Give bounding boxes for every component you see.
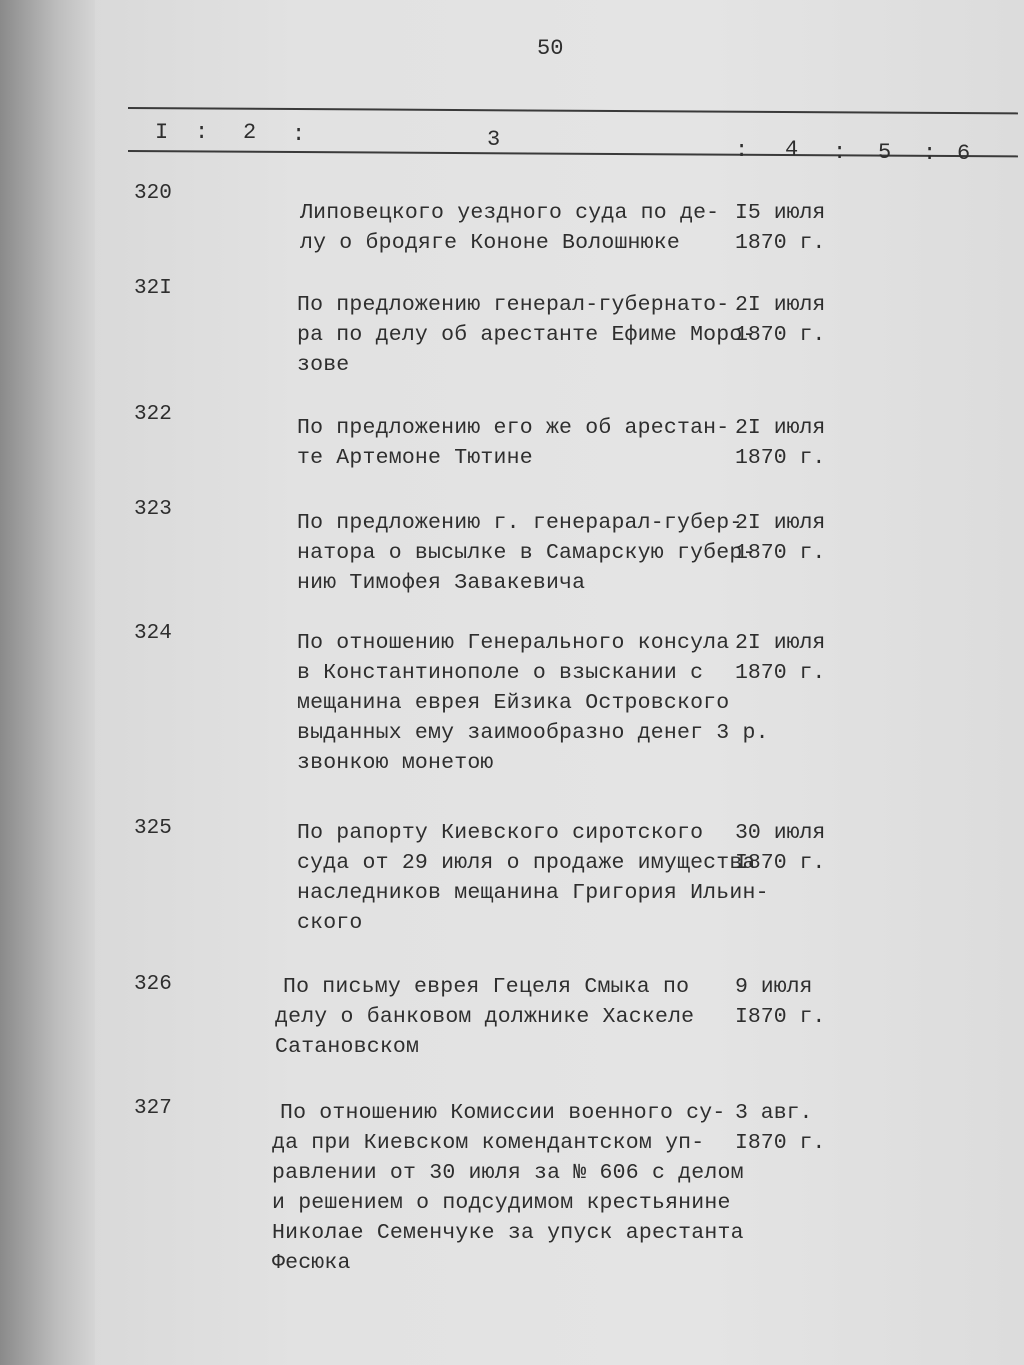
description-line: лу о бродяге Кононе Волошнюке (300, 231, 680, 255)
entry-number: 326 (134, 973, 172, 996)
entry-description (272, 1098, 744, 1278)
date-line: 1870 г. (735, 446, 826, 470)
entry-number: 325 (134, 817, 172, 840)
description-line: Сатановском (275, 1035, 420, 1059)
description-line: По предложению г. генерарал-губер- (297, 511, 743, 535)
previous-page-edge (0, 0, 95, 1365)
col-separator: : (833, 140, 847, 165)
date-line: I5 июля (735, 201, 826, 225)
entry-number: 320 (134, 182, 172, 205)
description-line: натора о высылке в Самарскую губер- (297, 541, 756, 565)
page-number: 50 (537, 36, 564, 61)
entry-description (297, 413, 729, 473)
col-2-label: 2 (243, 120, 257, 145)
entry-description (297, 818, 769, 938)
entry-number: 322 (134, 403, 172, 426)
date-line: 1870 г. (735, 541, 826, 565)
description-line: делу о банковом должнике Хаскеле (275, 1005, 695, 1029)
entry-description (297, 508, 756, 598)
entry-date (735, 818, 825, 878)
description-line: мещанина еврея Ейзика Островского (297, 691, 730, 715)
date-line: I870 г. (735, 1005, 826, 1029)
entry-date (735, 508, 825, 568)
col-1-label: I (155, 120, 169, 145)
header-top-rule (128, 107, 1018, 114)
date-line: 3 авг. (735, 1101, 813, 1125)
description-line: в Константинополе о взыскании с (297, 661, 704, 685)
description-line: По рапорту Киевского сиротского (297, 821, 704, 845)
date-line: I870 г. (735, 1131, 826, 1155)
description-line: По отношению Генерального консула (297, 631, 730, 655)
date-line: 30 июля (735, 821, 826, 845)
col-3-label: 3 (487, 127, 501, 152)
description-line: ского (297, 911, 363, 935)
date-line: 1870 г. (735, 661, 826, 685)
col-5-label: 5 (878, 140, 892, 165)
description-line: выданных ему заимообразно денег 3 р. (297, 721, 769, 745)
entry-description (297, 290, 756, 380)
description-line: зове (297, 353, 350, 377)
entry-date (735, 628, 825, 688)
description-line: Николае Семенчуке за упуск арестанта (272, 1221, 744, 1245)
entry-description (275, 972, 695, 1062)
description-line: По письму еврея Гецеля Смыка по (283, 975, 690, 999)
description-line: По предложению его же об арестан- (297, 416, 730, 440)
description-line: ра по делу об арестанте Ефиме Моро- (297, 323, 756, 347)
entry-number: 32I (134, 277, 172, 300)
date-line: 1870 г. (735, 323, 826, 347)
description-line: те Артемоне Тютине (297, 446, 533, 470)
col-4-label: 4 (785, 137, 799, 162)
entry-date (735, 413, 825, 473)
description-line: и решением о подсудимом крестьянине (272, 1191, 731, 1215)
col-separator: : (292, 122, 306, 147)
entry-number: 327 (134, 1097, 172, 1120)
entry-description (297, 628, 769, 778)
col-separator: : (735, 138, 749, 163)
col-separator: : (923, 141, 937, 166)
date-line: 2I июля (735, 631, 826, 655)
col-6-label: 6 (957, 141, 971, 166)
description-line: По отношению Комиссии военного су- (280, 1101, 726, 1125)
description-line: По предложению генерал-губернато- (297, 293, 730, 317)
description-line: равлении от 30 июля за № 606 с делом (272, 1161, 744, 1185)
date-line: 9 июля (735, 975, 813, 999)
date-line: 1870 г. (735, 231, 826, 255)
description-line: наследников мещанина Григория Ильин- (297, 881, 769, 905)
description-line: Фесюка (272, 1251, 351, 1275)
entry-number: 324 (134, 622, 172, 645)
date-line: 2I июля (735, 416, 826, 440)
description-line: нию Тимофея Завакевича (297, 571, 586, 595)
date-line: 2I июля (735, 511, 826, 535)
description-line: звонкою монетою (297, 751, 494, 775)
date-line: 2I июля (735, 293, 826, 317)
entry-date (735, 290, 825, 350)
entry-description (300, 198, 719, 258)
description-line: да при Киевском комендантском уп- (272, 1131, 705, 1155)
col-separator: : (195, 120, 209, 145)
description-line: суда от 29 июля о продаже имущества (297, 851, 756, 875)
entry-number: 323 (134, 498, 172, 521)
description-line: Липовецкого уездного суда по де- (300, 201, 720, 225)
entry-date (735, 972, 825, 1032)
date-line: I870 г. (735, 851, 826, 875)
entry-date (735, 1098, 825, 1158)
entry-date (735, 198, 825, 258)
